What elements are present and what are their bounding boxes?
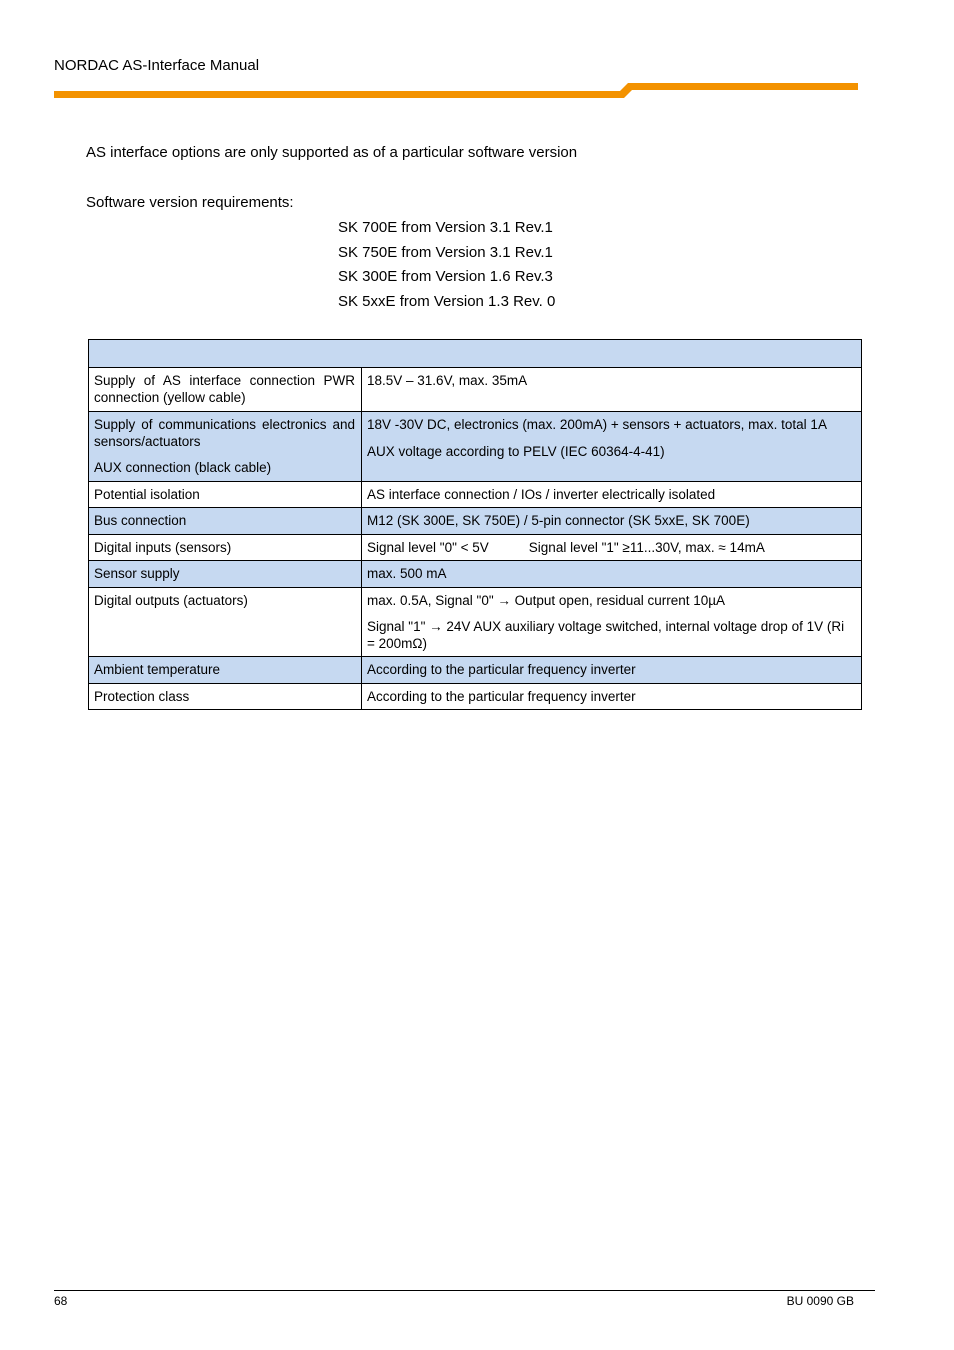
row-label: Supply of AS interface connection PWR connection (yellow cable) <box>89 368 362 412</box>
table-row <box>89 481 862 508</box>
row-value: Signal level "0" < 5V <box>367 539 489 555</box>
table-header-cell <box>89 340 862 368</box>
row-label: AUX connection (black cable) <box>94 460 272 475</box>
table-row <box>89 561 862 588</box>
requirements-label: Software version requirements: <box>86 194 294 211</box>
row-value: max. 500 mA <box>362 561 862 588</box>
header-bar-shape <box>54 83 858 98</box>
row-value: According to the particular frequency inverter <box>362 657 862 684</box>
technical-data-table <box>88 339 862 710</box>
row-label: Potential isolation <box>89 481 362 508</box>
row-value: Signal level "1" ≥11...30V, max. ≈ 14mA <box>528 539 765 555</box>
row-label: Ambient temperature <box>89 657 362 684</box>
document-code: BU 0090 GB <box>786 1294 854 1308</box>
table-header-row <box>89 340 862 368</box>
version-item: SK 5xxE from Version 1.3 Rev. 0 <box>338 293 556 310</box>
row-value: max. 0.5A, Signal "0" → Output open, residual current 10µA <box>367 592 726 608</box>
row-value-cell <box>362 587 862 657</box>
version-item: SK 700E from Version 3.1 Rev.1 <box>338 219 553 236</box>
row-value: Signal "1" → 24V AUX auxiliary voltage switched, internal voltage drop of 1V (Ri = 200mΩ) <box>367 619 845 651</box>
row-value: 18.5V – 31.6V, max. 35mA <box>362 368 862 412</box>
header-accent-bar <box>54 80 860 100</box>
row-value: 18V -30V DC, electronics (max. 200mA) + sensors + actuators, max. total 1A <box>367 417 827 432</box>
version-item: SK 750E from Version 3.1 Rev.1 <box>338 244 553 261</box>
row-value: AUX voltage according to PELV (IEC 60364-4-41) <box>367 443 665 459</box>
table-row <box>89 534 862 561</box>
table-row <box>89 657 862 684</box>
version-item: SK 300E from Version 1.6 Rev.3 <box>338 268 553 285</box>
row-value: M12 (SK 300E, SK 750E) / 5-pin connector (SK 5xxE, SK 700E) <box>362 508 862 535</box>
document-title: NORDAC AS-Interface Manual <box>54 57 260 74</box>
footer-divider <box>54 1290 875 1291</box>
row-value-cell <box>362 534 862 561</box>
table-row <box>89 368 862 412</box>
row-value: According to the particular frequency inverter <box>362 683 862 710</box>
table-row <box>89 683 862 710</box>
support-note: AS interface options are only supported as of a particular software version <box>86 144 578 161</box>
row-value: AS interface connection / IOs / inverter electrically isolated <box>362 481 862 508</box>
page-number: 68 <box>54 1294 68 1308</box>
row-label: Protection class <box>89 683 362 710</box>
table-row <box>89 587 862 657</box>
row-label: Supply of communications electronics and sensors/actuators <box>94 417 355 449</box>
row-label: Sensor supply <box>89 561 362 588</box>
row-label-cell <box>89 412 362 482</box>
row-value-cell <box>362 412 862 482</box>
row-label: Bus connection <box>89 508 362 535</box>
row-label: Digital inputs (sensors) <box>89 534 362 561</box>
table-row <box>89 508 862 535</box>
table-row <box>89 412 862 482</box>
row-label: Digital outputs (actuators) <box>89 587 362 657</box>
